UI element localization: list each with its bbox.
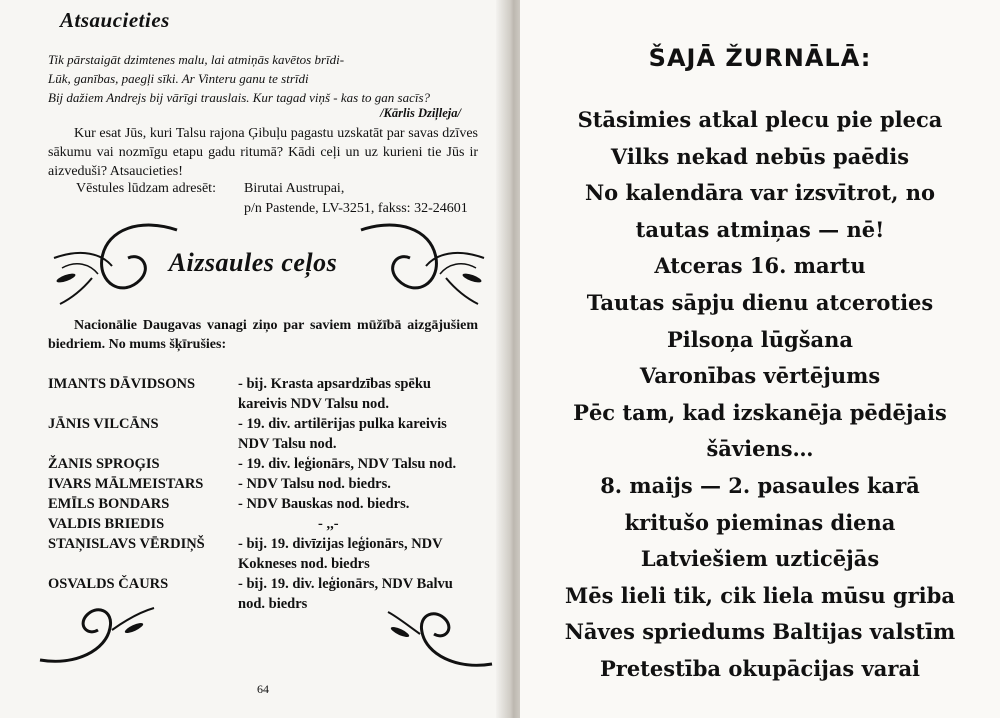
person-desc: - 19. div. artilērijas pulka kareivis <box>238 416 447 432</box>
person-desc: Kokneses nod. biedrs <box>238 556 370 572</box>
contents-item: kritušo pieminas diena <box>624 509 896 535</box>
responses-heading: Atsaucieties <box>60 8 170 32</box>
person-desc: kareivis NDV Talsu nod. <box>238 396 389 412</box>
person-desc: - NDV Talsu nod. biedrs. <box>238 476 391 492</box>
person-name: IMANTS DĀVIDSONS <box>48 376 196 392</box>
right-page <box>520 0 1000 718</box>
flourish-ornament-bottom-right <box>386 604 496 674</box>
person-desc: - ,,- <box>318 516 339 532</box>
person-desc: - NDV Bauskas nod. biedrs. <box>238 496 410 512</box>
contents-item: Mēs lieli tik, cik liela mūsu griba <box>565 582 955 608</box>
contents-item: No kalendāra var izsvītrot, no <box>584 180 935 206</box>
person-desc: - bij. 19. divīzijas leģionārs, NDV <box>238 536 443 552</box>
person-desc: - bij. Krasta apsardzības spēku <box>238 376 431 392</box>
contents-title: ŠAJĀ ŽURNĀLĀ: <box>648 44 872 72</box>
person-desc: nod. biedrs <box>238 596 308 612</box>
flourish-ornament-bottom-left <box>36 600 156 670</box>
list-item <box>48 474 488 494</box>
contents-item: šāviens… <box>706 436 814 462</box>
list-item <box>48 494 488 514</box>
contents-item: Pēc tam, kad izskanēja pēdējais <box>573 399 947 425</box>
contents-item: Latviešiem uzticējās <box>640 546 880 572</box>
contents-item: Tautas sāpju dienu atceroties <box>586 289 934 315</box>
contents-item: 8. maijs — 2. pasaules karā <box>600 472 920 498</box>
address-line: Birutai Austrupai, <box>244 181 345 196</box>
poem-line: Lūk, ganības, paegļi sīki. Ar Vinteru ganu te strīdi <box>48 71 309 86</box>
list-item <box>48 374 488 414</box>
contents-item: tautas atmiņas — nē! <box>635 216 885 242</box>
person-name: IVARS MĀLMEISTARS <box>48 476 204 492</box>
poem-line: Bij dažiem Andrejs bij vārīgi trauslais. Kur tagad viņš - kas to gan sacīs? <box>48 90 431 105</box>
person-name: JĀNIS VILCĀNS <box>48 416 159 432</box>
poem-line: Tik pārstaigāt dzimtenes malu, lai atmiņās kavētos brīdi- <box>48 52 345 67</box>
contents-item: Varonības vērtējums <box>639 363 881 389</box>
contents-item: Nāves spriedums Baltijas valstīm <box>564 619 956 645</box>
poem <box>48 50 458 107</box>
list-item <box>48 454 488 474</box>
contents-item: Atceras 16. martu <box>654 253 866 279</box>
contents-item: Stāsimies atkal plecu pie pleca <box>577 107 943 132</box>
contents-item: Vilks nekad nebūs paēdis <box>610 143 910 169</box>
page-number: 64 <box>257 682 269 696</box>
list-item <box>48 534 488 574</box>
person-name: VALDIS BRIEDIS <box>48 516 165 532</box>
poem-author: /Kārlis Dziļleja/ <box>380 106 461 120</box>
person-desc: - 19. div. leģionārs, NDV Talsu nod. <box>238 456 457 472</box>
appeal-paragraph: Kur esat Jūs, kuri Talsu rajona Ģibuļu pagastu uzskatāt par savas dzīves sākumu vai nozmīgu etapu gadu ritumā? Kādi ceļi un uz kurieni tie Jūs ir aizveduši? Atsaucieties! <box>48 126 478 179</box>
contents-item: Pilsoņa lūgšana <box>667 326 853 352</box>
address-label: Vēstules lūdzam adresēt: <box>76 181 216 196</box>
address-line: p/n Pastende, LV-3251, fakss: 32-24601 <box>244 201 468 216</box>
person-name: ŽANIS SPROĢIS <box>48 456 160 472</box>
person-name: EMĪLS BONDARS <box>48 496 170 512</box>
deceased-list <box>48 374 488 614</box>
person-desc: - bij. 19. div. leģionārs, NDV Balvu <box>238 576 453 592</box>
contents-list <box>520 102 1000 688</box>
contents-item: Pretestība okupācijas varai <box>599 655 921 681</box>
person-desc: NDV Talsu nod. <box>238 436 337 452</box>
afterlife-heading: Aizsaules ceļos <box>168 248 338 277</box>
list-item <box>48 514 488 534</box>
person-name: OSVALDS ČAURS <box>48 576 169 592</box>
list-item <box>48 414 488 454</box>
intro-paragraph: Nacionālie Daugavas vanagi ziņo par saviem mūžībā aizgājušiem biedriem. No mums šķīrušies: <box>48 318 478 352</box>
person-name: STAŅISLAVS VĒRDIŅŠ <box>48 536 205 552</box>
